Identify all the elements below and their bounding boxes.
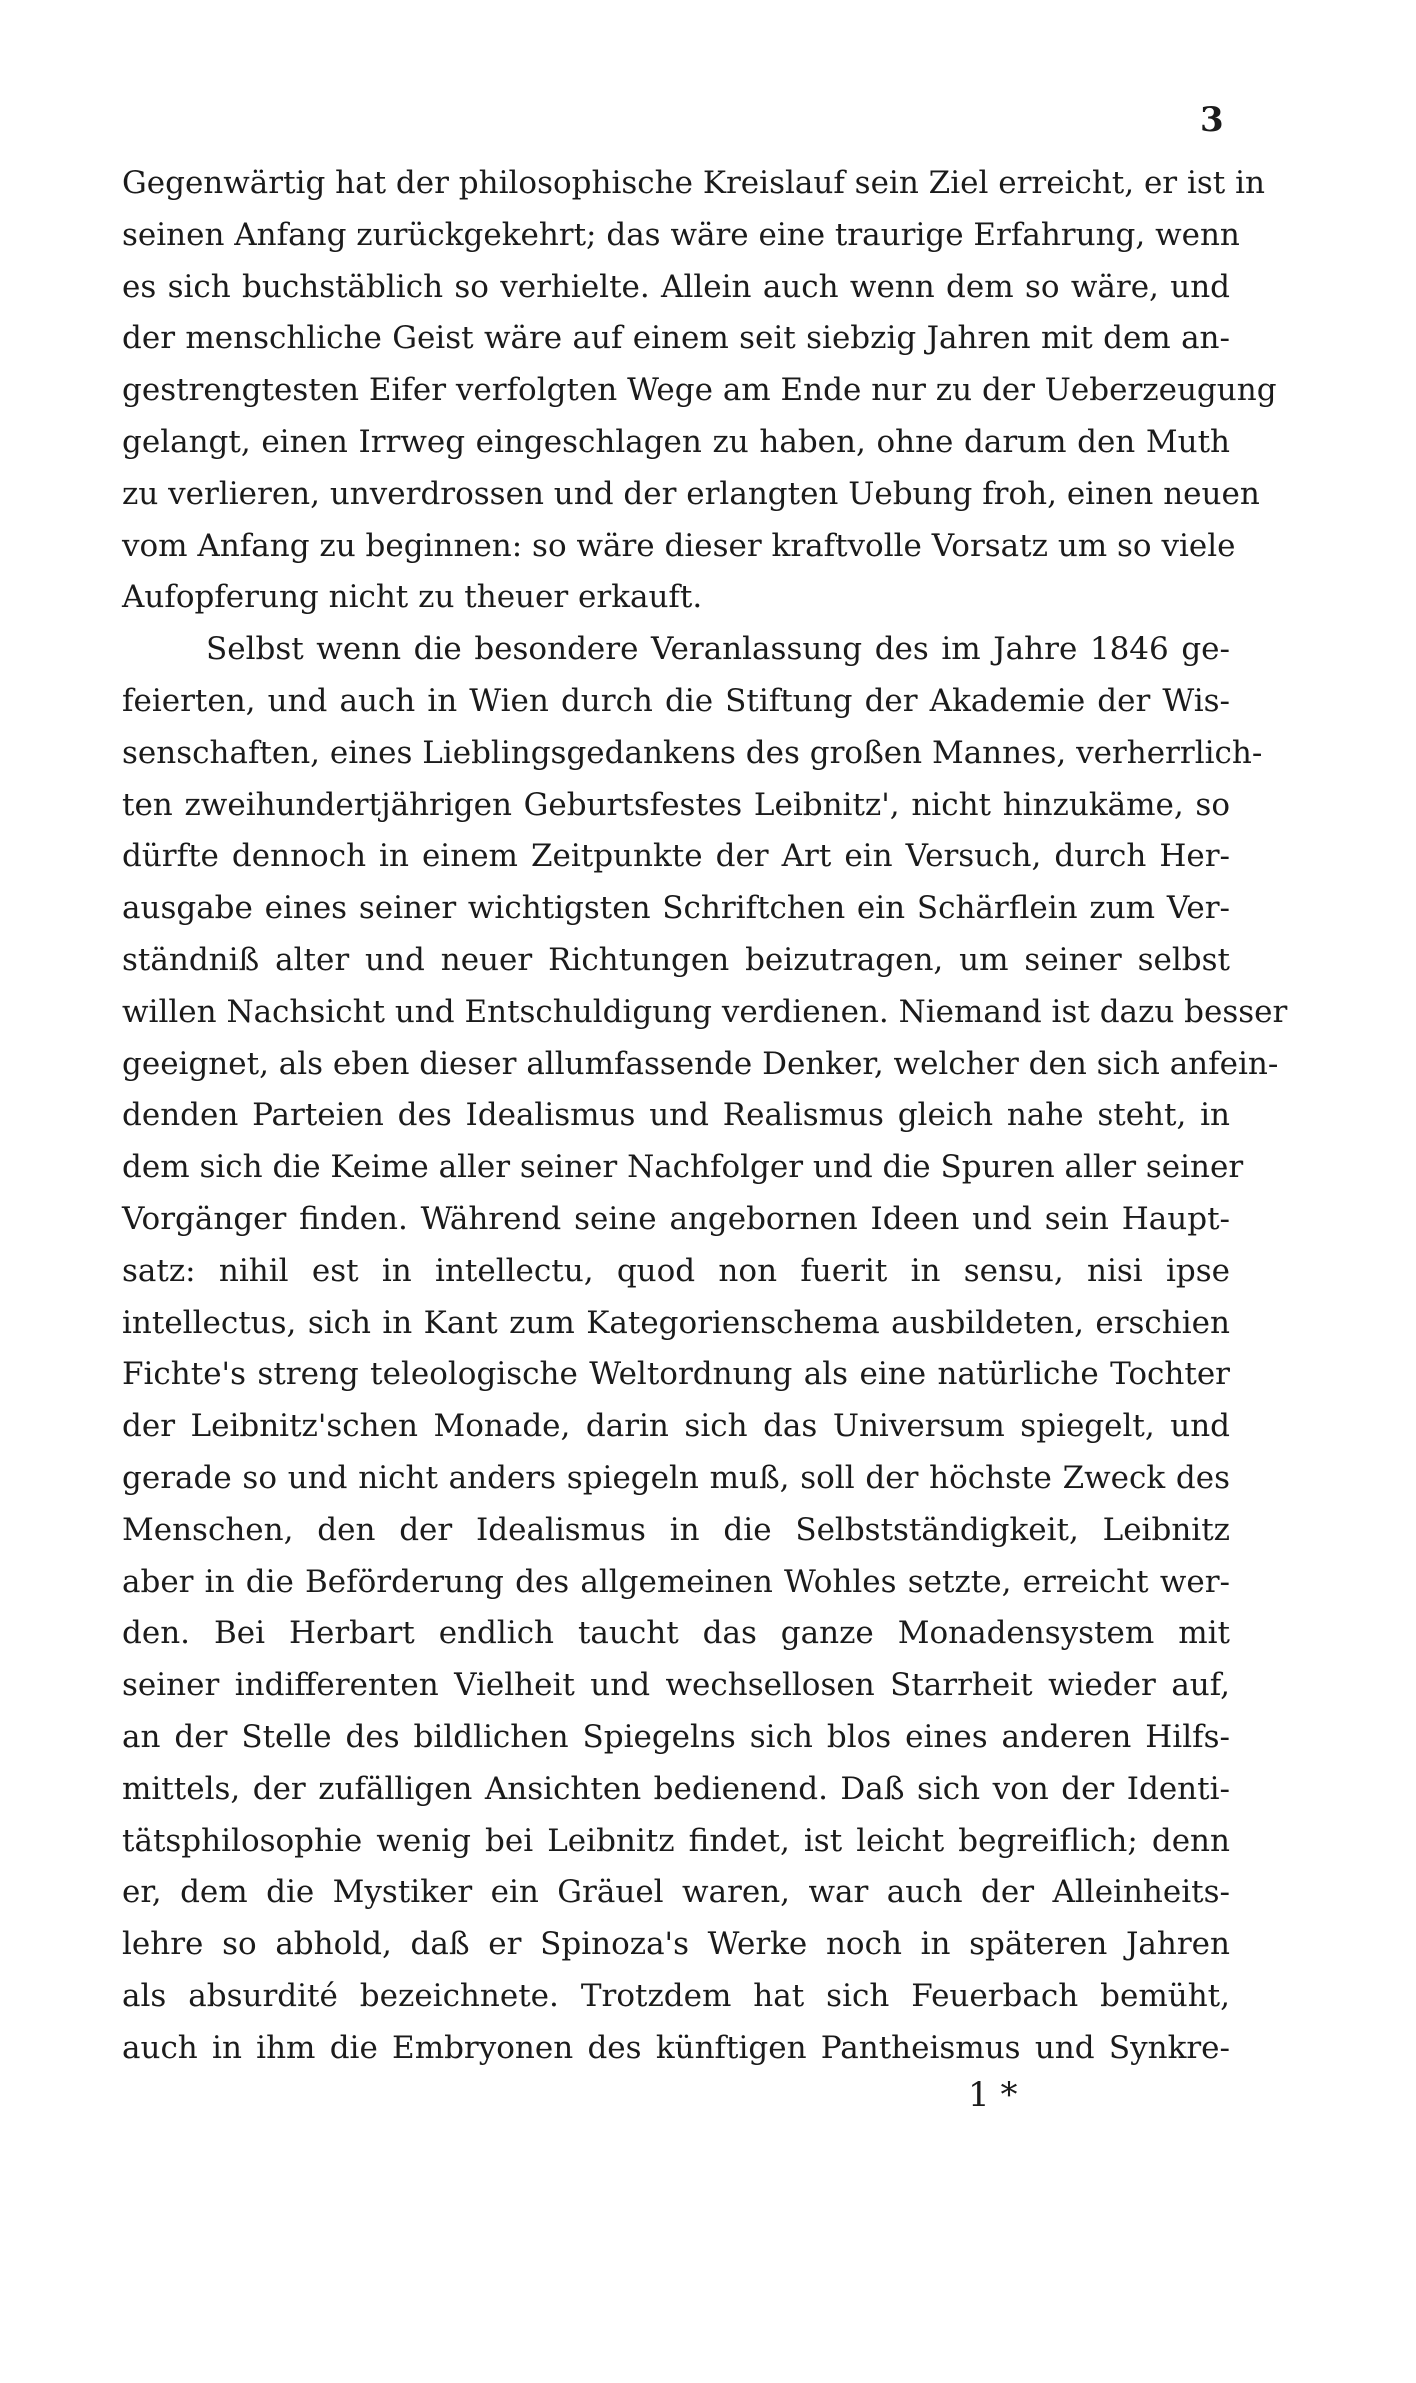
paragraph-end-line: Aufopferung nicht zu theuer erkauft.: [122, 579, 703, 616]
text-line: willen Nachsicht und Entschuldigung verdienen. Niemand ist dazu besser: [122, 993, 1288, 1030]
text-line: er, dem die Mystiker ein Gräuel waren, war auch der Alleinheits-: [122, 1874, 1230, 1911]
text-line: dürfte dennoch in einem Zeitpunkte der Art ein Versuch, durch Her-: [122, 838, 1230, 875]
text-line: zu verlieren, unverdrossen und der erlangten Uebung froh, einen neuen: [122, 475, 1260, 512]
text-line: senschaften, eines Lieblingsgedankens des großen Mannes, verherrlich-: [122, 734, 1263, 771]
text-line: denden Parteien des Idealismus und Realismus gleich nahe steht, in: [122, 1097, 1230, 1134]
text-line: seinen Anfang zurückgekehrt; das wäre eine traurige Erfahrung, wenn: [122, 216, 1240, 253]
text-line: gelangt, einen Irrweg eingeschlagen zu haben, ohne darum den Muth: [122, 423, 1230, 460]
signature-mark: 1 *: [968, 2075, 1018, 2115]
text-line: lehre so abhold, daß er Spinoza's Werke noch in späteren Jahren: [122, 1926, 1230, 1963]
text-line: intellectus, sich in Kant zum Kategorienschema ausbildeten, erschien: [122, 1304, 1230, 1341]
text-line: gerade so und nicht anders spiegeln muß, soll der höchste Zweck des: [122, 1459, 1230, 1496]
text-line: vom Anfang zu beginnen: so wäre dieser kraftvolle Vorsatz um so viele: [122, 527, 1236, 564]
text-line: seiner indifferenten Vielheit und wechsellosen Starrheit wieder auf,: [122, 1667, 1230, 1704]
text-line: an der Stelle des bildlichen Spiegelns sich blos eines anderen Hilfs-: [122, 1718, 1230, 1755]
text-line: ausgabe eines seiner wichtigsten Schriftchen ein Schärflein zum Ver-: [122, 890, 1230, 927]
text-line: mittels, der zufälligen Ansichten bedienend. Daß sich von der Identi-: [122, 1770, 1230, 1807]
text-line: geeignet, als eben dieser allumfassende Denker, welcher den sich anfein-: [122, 1045, 1279, 1082]
text-line: Vorgänger finden. Während seine angebornen Ideen und sein Haupt-: [122, 1200, 1230, 1237]
text-line: es sich buchstäblich so verhielte. Allein auch wenn dem so wäre, und: [122, 268, 1230, 305]
text-line: tätsphilosophie wenig bei Leibnitz findet, ist leicht begreiflich; denn: [122, 1822, 1230, 1859]
text-line: Menschen, den der Idealismus in die Selbstständigkeit, Leibnitz: [122, 1511, 1230, 1548]
text-line: auch in ihm die Embryonen des künftigen Pantheismus und Synkre-: [122, 2029, 1230, 2066]
text-line: als absurdité bezeichnete. Trotzdem hat sich Feuerbach bemüht,: [122, 1977, 1230, 2014]
text-line: ten zweihundertjährigen Geburtsfestes Leibnitz', nicht hinzukäme, so: [122, 786, 1230, 823]
text-line: Gegenwärtig hat der philosophische Kreislauf sein Ziel erreicht, er ist in: [122, 165, 1265, 201]
body-text: [122, 158, 1288, 2074]
page-number: 3: [1200, 100, 1224, 140]
text-line: aber in die Beförderung des allgemeinen Wohles setzte, erreicht wer-: [122, 1563, 1230, 1600]
text-line: ständniß alter und neuer Richtungen beizutragen, um seiner selbst: [122, 941, 1230, 978]
text-line: satz: nihil est in intellectu, quod non fuerit in sensu, nisi ipse: [122, 1252, 1230, 1289]
paragraph-start-line: Selbst wenn die besondere Veranlassung des im Jahre 1846 ge-: [206, 631, 1230, 668]
text-line: den. Bei Herbart endlich taucht das ganze Monadensystem mit: [122, 1615, 1230, 1652]
text-line: der menschliche Geist wäre auf einem seit siebzig Jahren mit dem an-: [122, 320, 1230, 357]
text-line: gestrengtesten Eifer verfolgten Wege am Ende nur zu der Ueberzeugung: [122, 372, 1277, 409]
text-line: der Leibnitz'schen Monade, darin sich das Universum spiegelt, und: [122, 1408, 1230, 1445]
text-line: dem sich die Keime aller seiner Nachfolger und die Spuren aller seiner: [122, 1149, 1244, 1186]
text-line: Fichte's streng teleologische Weltordnung als eine natürliche Tochter: [122, 1356, 1230, 1393]
text-line: feierten, und auch in Wien durch die Stiftung der Akademie der Wis-: [122, 682, 1230, 719]
